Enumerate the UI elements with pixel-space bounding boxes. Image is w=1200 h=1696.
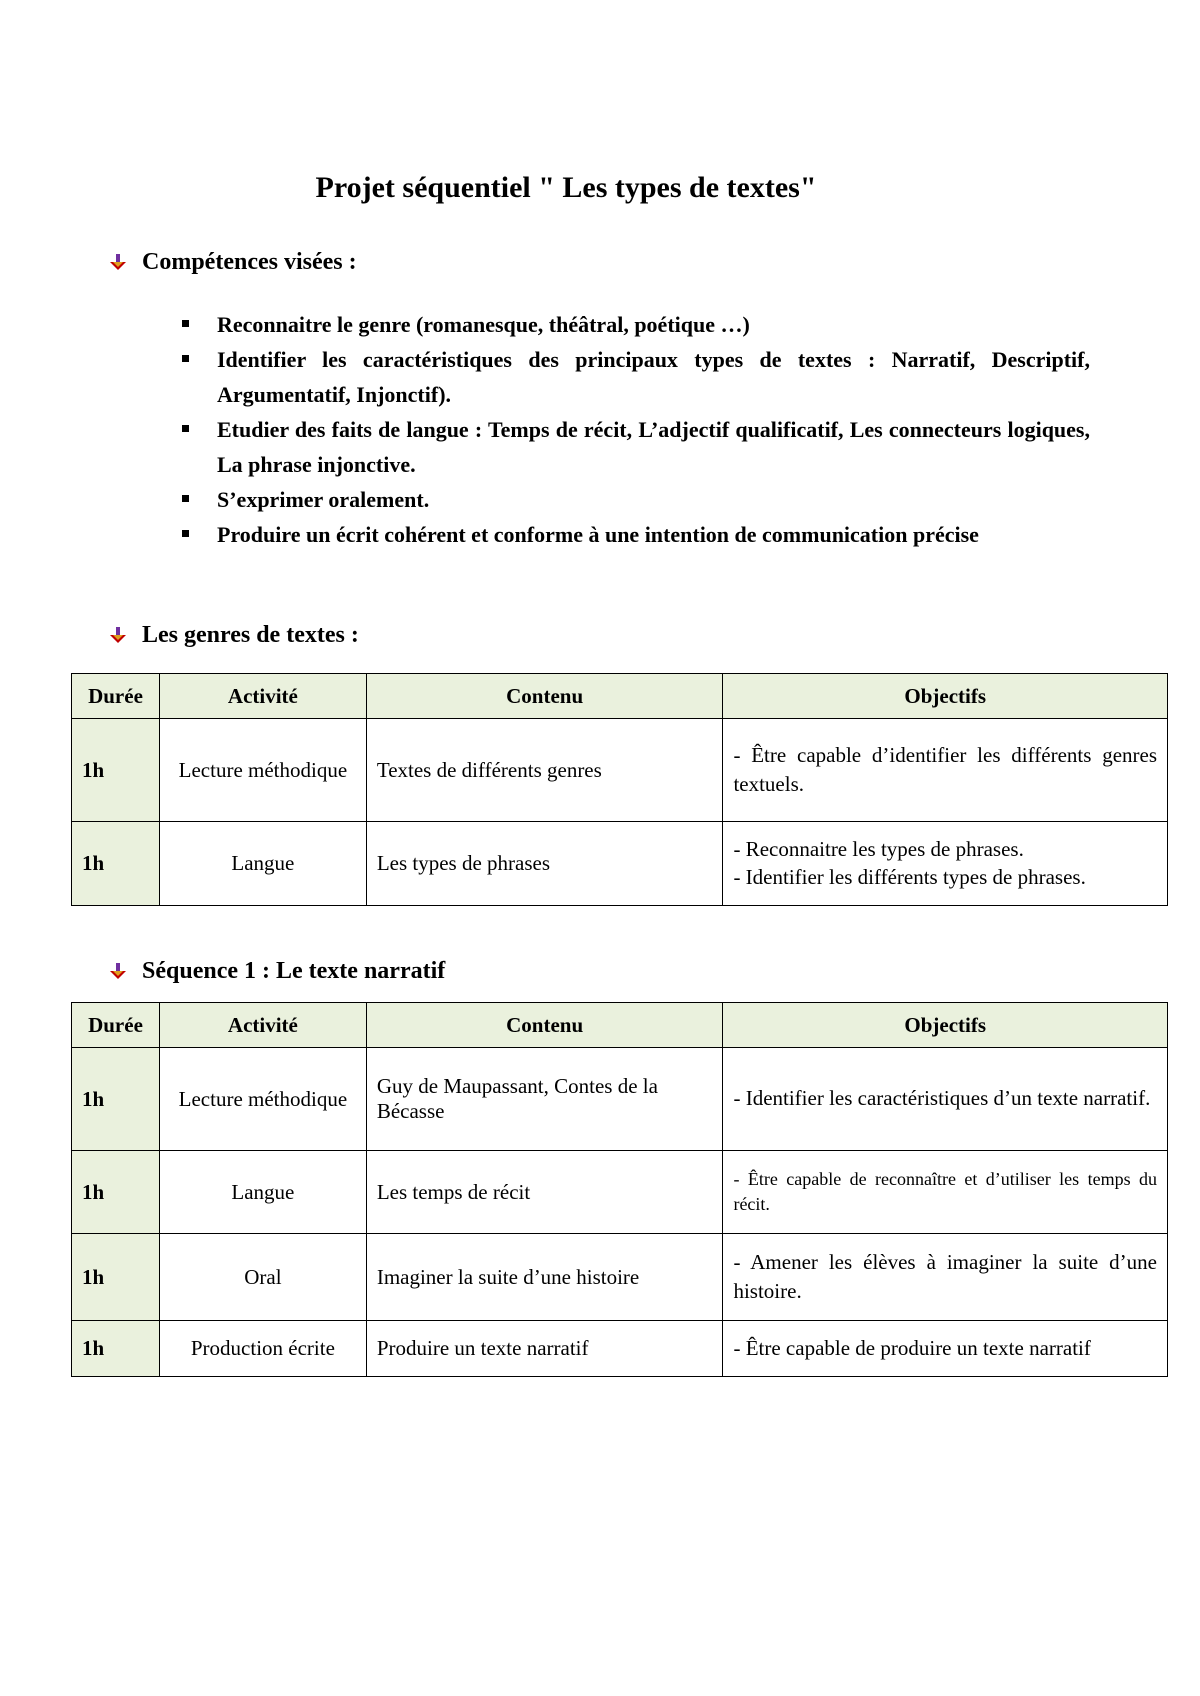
list-item: Etudier des faits de langue : Temps de récit, L’adjectif qualificatif, Les connecteurs logiques, La phrase injonctive.	[180, 412, 1090, 482]
cell-duree: 1h	[72, 719, 160, 822]
square-bullet-icon	[182, 355, 189, 362]
square-bullet-icon	[182, 495, 189, 502]
cell-contenu: Imaginer la suite d’une histoire	[366, 1234, 723, 1321]
cell-duree: 1h	[72, 1234, 160, 1321]
cell-activite: Oral	[159, 1234, 366, 1321]
list-item: Produire un écrit cohérent et conforme à une intention de communication précise	[180, 517, 1090, 552]
cell-contenu: Produire un texte narratif	[366, 1321, 723, 1377]
sequence1-table	[71, 1002, 1168, 1377]
competences-list	[180, 307, 1090, 552]
square-bullet-icon	[182, 320, 189, 327]
table-row	[72, 1048, 1168, 1151]
cell-objectifs: - Amener les élèves à imaginer la suite d’une histoire.	[723, 1234, 1168, 1321]
cell-contenu: Textes de différents genres	[366, 719, 723, 822]
header-activite: Activité	[159, 1003, 366, 1048]
competences-heading	[108, 248, 357, 277]
sequence1-heading-label: Séquence 1 : Le texte narratif	[142, 958, 446, 984]
cell-objectifs: - Identifier les caractéristiques d’un texte narratif.	[723, 1048, 1168, 1151]
table-header-row	[72, 674, 1168, 719]
cell-duree: 1h	[72, 1151, 160, 1234]
table-header-row	[72, 1003, 1168, 1048]
cell-contenu: Les types de phrases	[366, 822, 723, 906]
cell-contenu: Les temps de récit	[366, 1151, 723, 1234]
cell-objectifs: - Reconnaitre les types de phrases. - Identifier les différents types de phrases.	[723, 822, 1168, 906]
list-item: Identifier les caractéristiques des principaux types de textes : Narratif, Descriptif, Argumentatif, Injonctif).	[180, 342, 1090, 412]
genres-table	[71, 673, 1168, 906]
table-row	[72, 1321, 1168, 1377]
header-contenu: Contenu	[366, 1003, 723, 1048]
table-row	[72, 719, 1168, 822]
header-objectifs: Objectifs	[723, 1003, 1168, 1048]
cell-activite: Langue	[159, 822, 366, 906]
cell-duree: 1h	[72, 1048, 160, 1151]
square-bullet-icon	[182, 530, 189, 537]
header-activite: Activité	[159, 674, 366, 719]
table-row	[72, 1151, 1168, 1234]
competences-heading-label: Compétences visées :	[142, 249, 357, 275]
list-item: Reconnaitre le genre (romanesque, théâtral, poétique …)	[180, 307, 1090, 342]
sequence1-heading	[108, 957, 445, 986]
header-objectifs: Objectifs	[723, 674, 1168, 719]
cell-duree: 1h	[72, 1321, 160, 1377]
genres-heading-label: Les genres de textes :	[142, 622, 359, 648]
list-item: S’exprimer oralement.	[180, 482, 1090, 517]
page-title: Projet séquentiel " Les types de textes"	[315, 171, 817, 204]
cell-contenu: Guy de Maupassant, Contes de la Bécasse	[366, 1048, 723, 1151]
cell-objectifs: - Être capable de reconnaître et d’utiliser les temps du récit.	[723, 1151, 1168, 1234]
cell-objectifs: - Être capable de produire un texte narratif	[723, 1321, 1168, 1377]
cell-duree: 1h	[72, 822, 160, 906]
cell-activite: Langue	[159, 1151, 366, 1234]
header-contenu: Contenu	[366, 674, 723, 719]
genres-heading	[108, 621, 359, 650]
header-duree: Durée	[72, 1003, 160, 1048]
header-duree: Durée	[72, 674, 160, 719]
cell-activite: Lecture méthodique	[159, 719, 366, 822]
table-row	[72, 822, 1168, 906]
cell-activite: Production écrite	[159, 1321, 366, 1377]
cell-activite: Lecture méthodique	[159, 1048, 366, 1151]
arrow-down-icon	[108, 961, 130, 981]
table-row	[72, 1234, 1168, 1321]
arrow-down-icon	[108, 252, 130, 272]
square-bullet-icon	[182, 425, 189, 432]
arrow-down-icon	[108, 625, 130, 645]
cell-objectifs: - Être capable d’identifier les différents genres textuels.	[723, 719, 1168, 822]
